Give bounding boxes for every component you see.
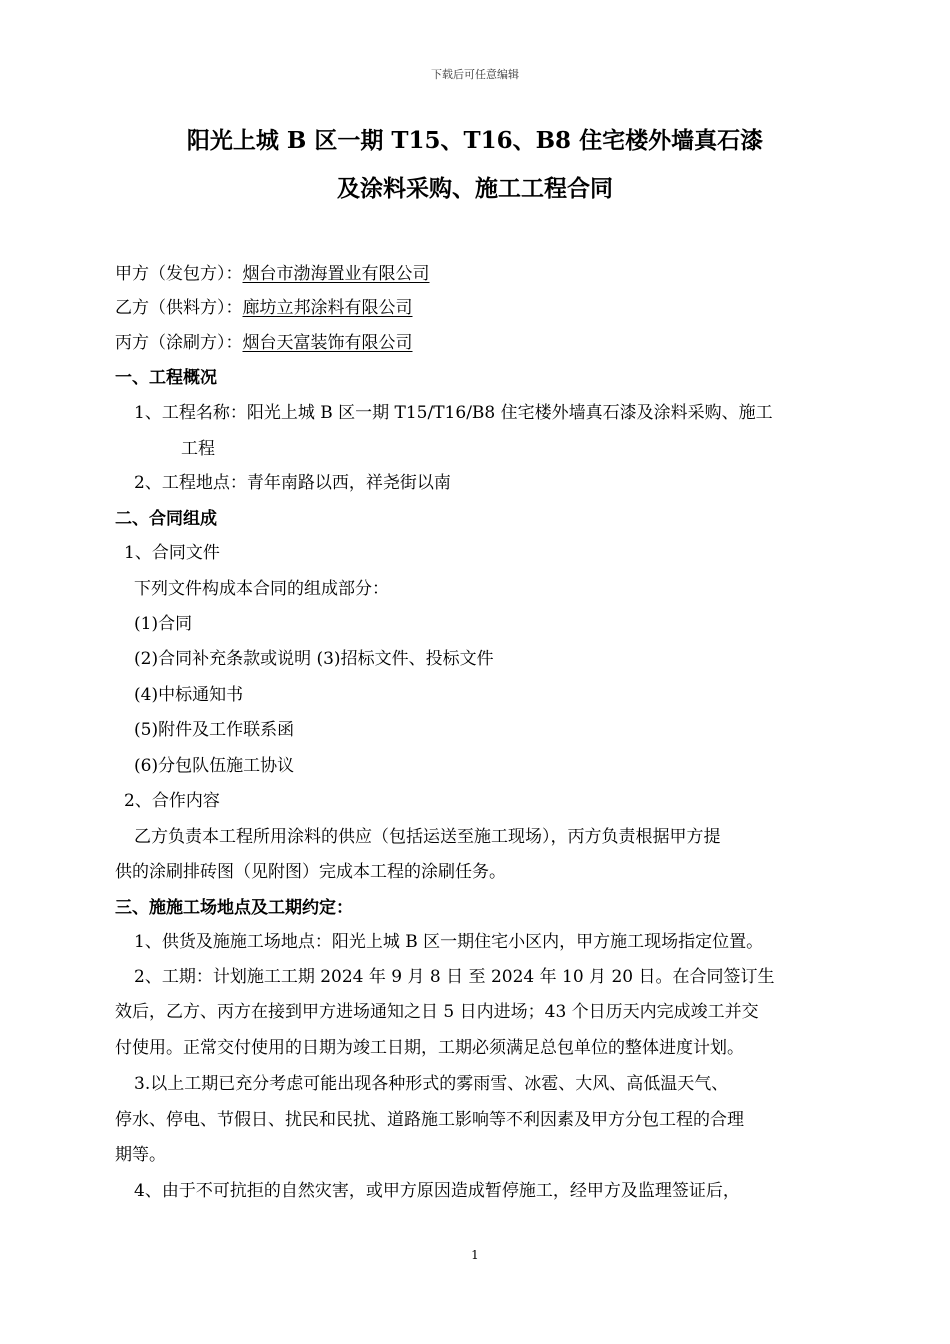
schedule-line2: 效后，乙方、丙方在接到甲方进场通知之日 5 日内进场；43 个日历天内完成竣工并交 bbox=[115, 1002, 759, 1022]
party-b-label: 乙方（供料方）： bbox=[115, 298, 243, 318]
cooperation-subheading: 2、合作内容 bbox=[124, 791, 220, 811]
header-note: 下载后可任意编辑 bbox=[431, 68, 519, 81]
cooperation-text-line1: 乙方负责本工程所用涂料的供应（包括运送至施工现场），丙方负责根据甲方提 bbox=[134, 827, 721, 847]
page-number: 1 bbox=[471, 1248, 479, 1262]
project-location: 2、工程地点：青年南路以西，祥尧街以南 bbox=[134, 473, 451, 493]
contract-doc-item: (6)分包队伍施工协议 bbox=[134, 756, 295, 776]
party-c-label: 丙方（涂刷方）： bbox=[115, 333, 243, 353]
contract-title-line2: 及涂料采购、施工工程合同 bbox=[337, 175, 613, 202]
project-name-line2: 工程 bbox=[181, 439, 215, 459]
contract-docs-intro: 下列文件构成本合同的组成部分： bbox=[134, 579, 389, 599]
force-majeure-line1: 4、由于不可抗拒的自然灾害，或甲方原因造成暂停施工，经甲方及监理签证后， bbox=[134, 1181, 740, 1201]
schedule-line1: 2、工期：计划施工工期 2024 年 9 月 8 日 至 2024 年 10 月 20 日。在合同签订生 bbox=[134, 967, 775, 987]
section3-heading: 三、施施工场地点及工期约定： bbox=[115, 898, 353, 918]
contract-doc-item: (5)附件及工作联系函 bbox=[134, 720, 295, 740]
party-c-name: 烟台天富装饰有限公司 bbox=[242, 333, 413, 353]
section2-heading: 二、合同组成 bbox=[115, 509, 217, 529]
party-a-name: 烟台市渤海置业有限公司 bbox=[242, 264, 430, 284]
contract-doc-item: (4)中标通知书 bbox=[134, 685, 244, 705]
project-name-line1: 1、工程名称：阳光上城 B 区一期 T15/T16/B8 住宅楼外墙真石漆及涂料采购、施工 bbox=[134, 403, 773, 423]
contract-doc-item: (2)合同补充条款或说明 (3)招标文件、投标文件 bbox=[134, 649, 494, 669]
site-location: 1、供货及施施工场地点：阳光上城 B 区一期住宅小区内，甲方施工现场指定位置。 bbox=[134, 932, 764, 952]
schedule-line3: 付使用。正常交付使用的日期为竣工日期，工期必须满足总包单位的整体进度计划。 bbox=[115, 1038, 744, 1058]
party-a bbox=[115, 264, 430, 284]
factors-line2: 停水、停电、节假日、扰民和民扰、道路施工影响等不利因素及甲方分包工程的合理 bbox=[115, 1110, 744, 1130]
party-b bbox=[115, 298, 413, 318]
contract-doc-item: (1)合同 bbox=[134, 614, 193, 634]
contract-docs-subheading: 1、合同文件 bbox=[124, 543, 220, 563]
factors-line3: 期等。 bbox=[115, 1145, 166, 1165]
party-b-name: 廊坊立邦涂料有限公司 bbox=[242, 298, 413, 318]
party-c bbox=[115, 333, 413, 353]
party-a-label: 甲方（发包方）： bbox=[115, 264, 243, 284]
factors-line1: 3.以上工期已充分考虑可能出现各种形式的雾雨雪、冰雹、大风、高低温天气、 bbox=[134, 1074, 729, 1094]
section1-heading: 一、工程概况 bbox=[115, 368, 217, 388]
cooperation-text-line2: 供的涂刷排砖图（见附图）完成本工程的涂刷任务。 bbox=[115, 862, 506, 882]
contract-title-line1: 阳光上城 B 区一期 T15、T16、B8 住宅楼外墙真石漆 bbox=[186, 127, 764, 154]
